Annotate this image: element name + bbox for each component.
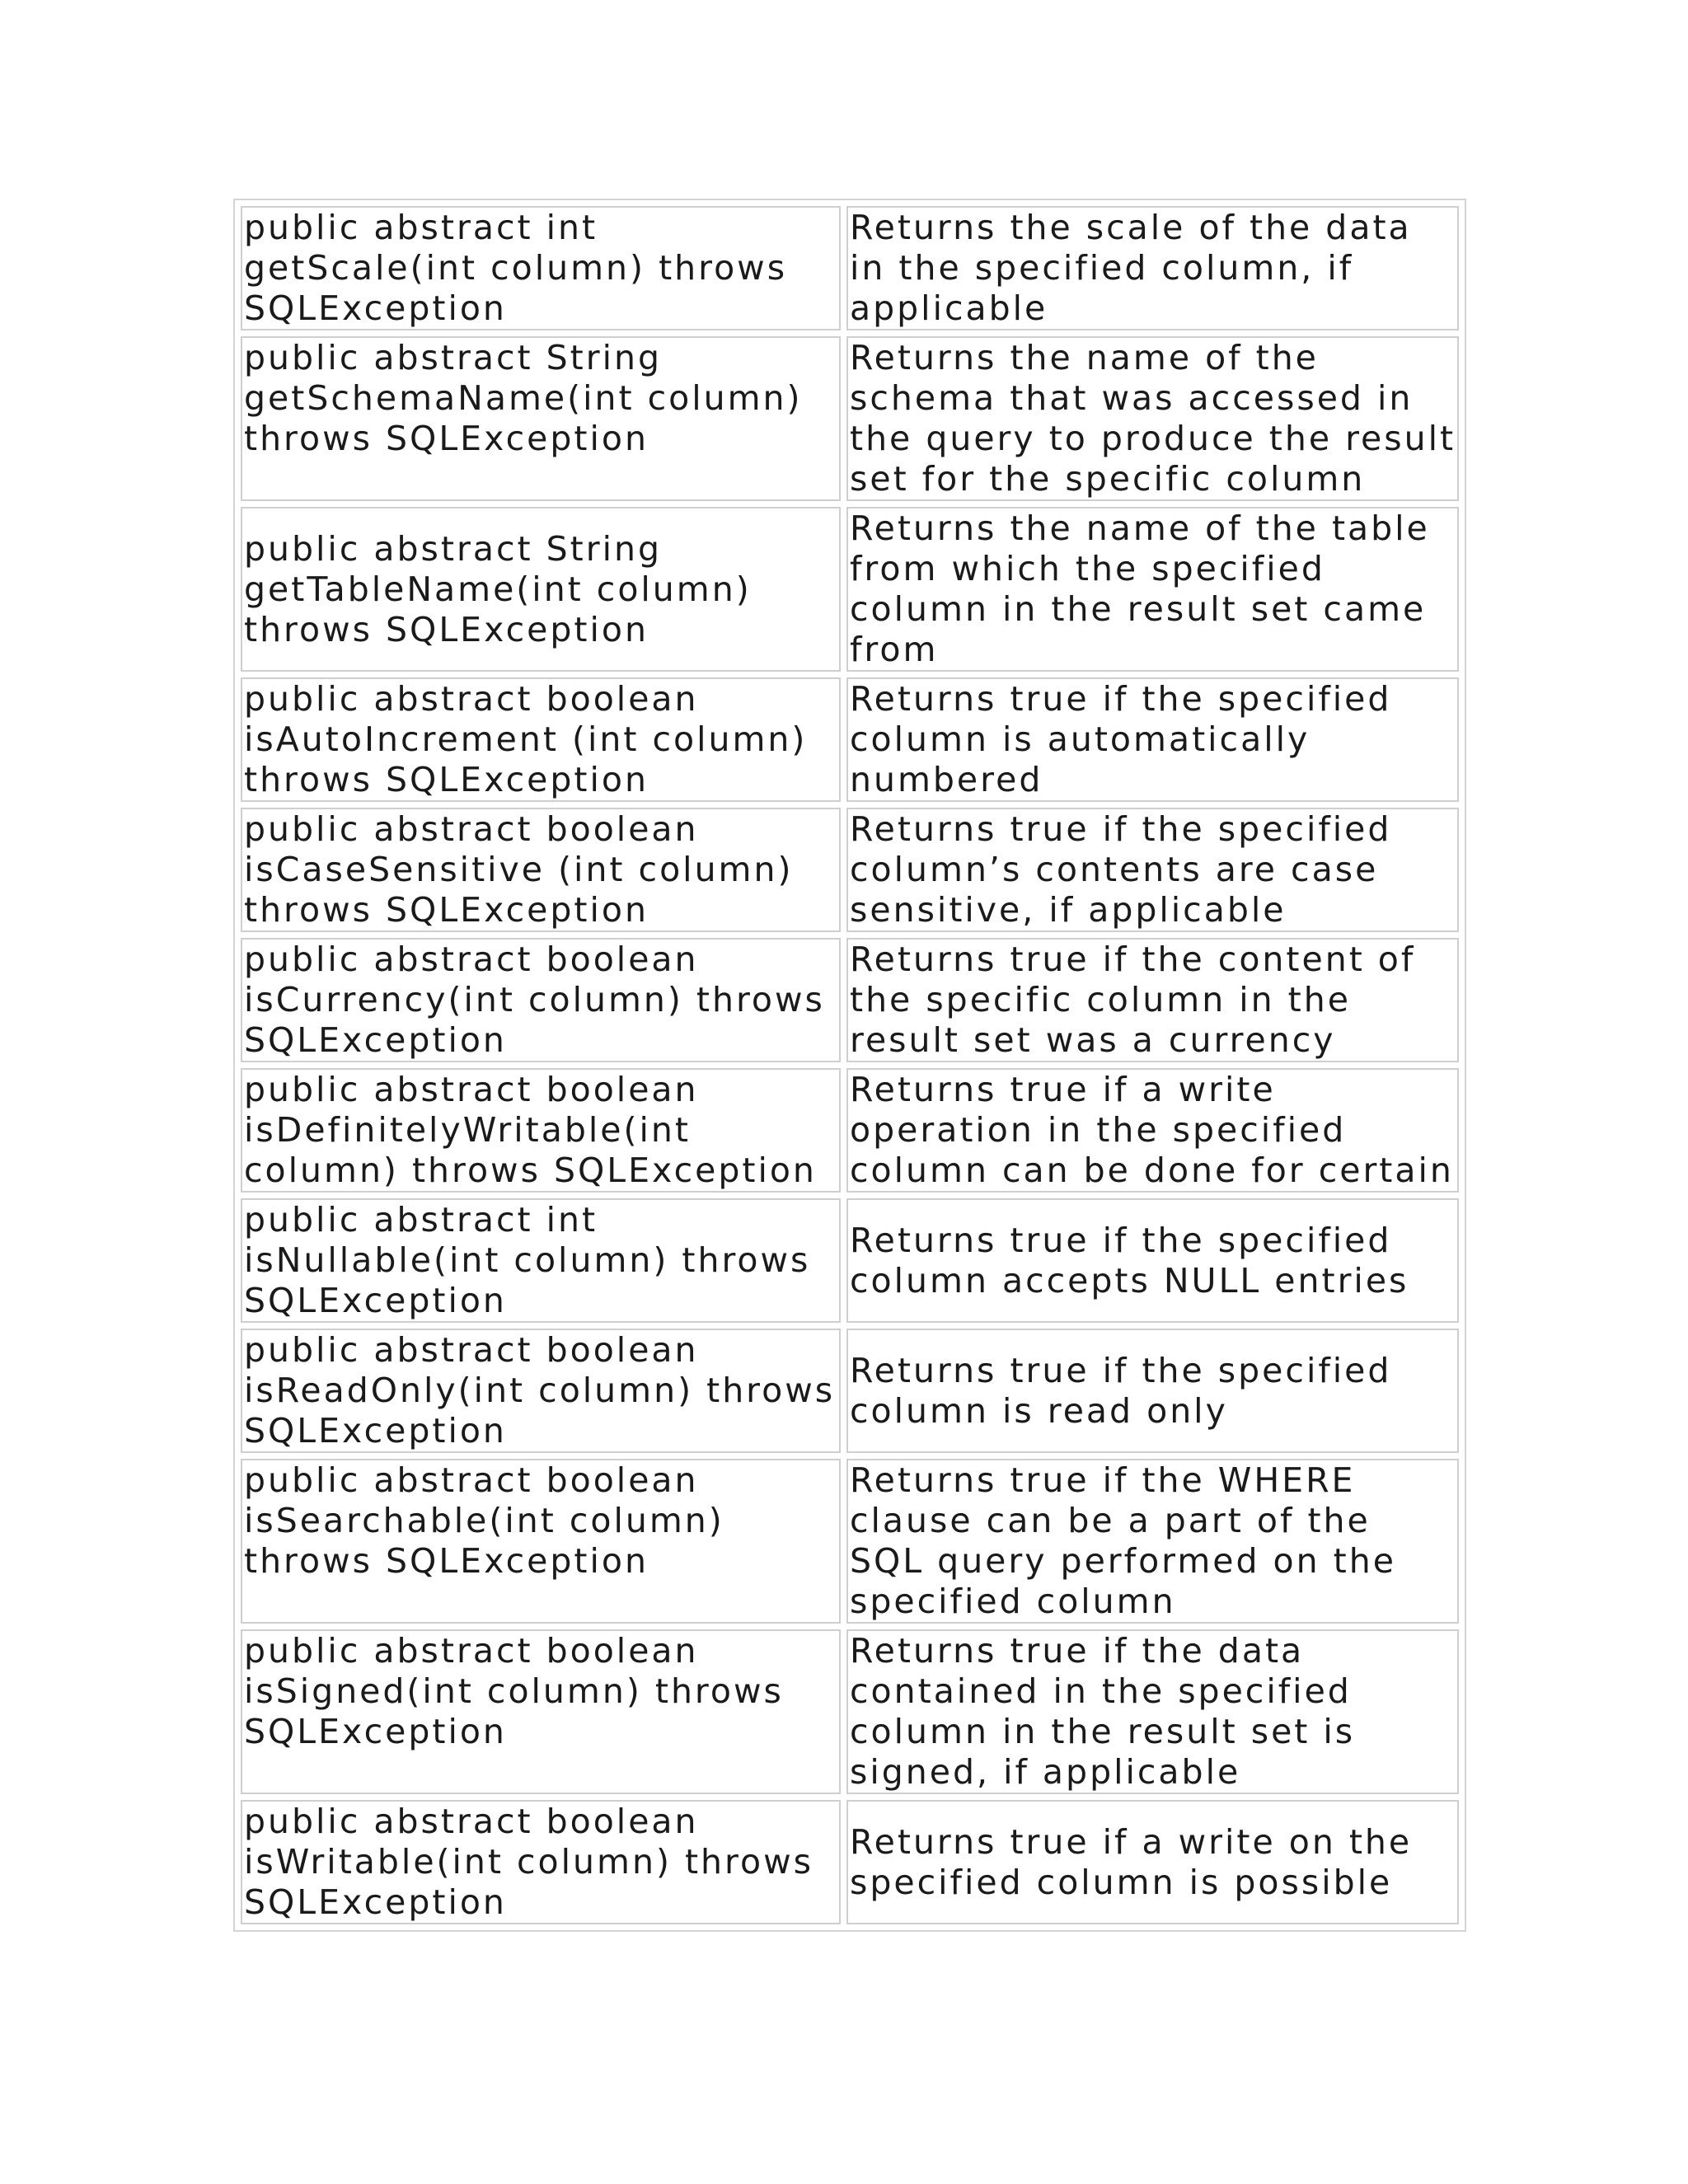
table-row bbox=[241, 1068, 1459, 1193]
method-description: Returns true if the specified column’s contents are case sensitive, if applicable bbox=[846, 808, 1459, 932]
method-description: Returns true if a write operation in the specified column can be done for certain bbox=[846, 1068, 1459, 1193]
table-row bbox=[241, 1198, 1459, 1323]
method-description: Returns true if the specified column is automatically numbered bbox=[846, 677, 1459, 802]
table-row bbox=[241, 938, 1459, 1062]
method-description: Returns true if the data contained in the specified column in the result set is signed, if applicable bbox=[846, 1629, 1459, 1794]
method-signature: public abstract boolean isSigned(int column) throws SQLException bbox=[241, 1629, 841, 1794]
table-row bbox=[241, 336, 1459, 501]
table-row bbox=[241, 1629, 1459, 1794]
table-row bbox=[241, 206, 1459, 330]
table-row bbox=[241, 808, 1459, 932]
table-row bbox=[241, 1459, 1459, 1624]
method-signature: public abstract boolean isSearchable(int column) throws SQLException bbox=[241, 1459, 841, 1624]
method-description: Returns true if the specified column is read only bbox=[846, 1329, 1459, 1453]
method-description: Returns true if the WHERE clause can be a part of the SQL query performed on the specified column bbox=[846, 1459, 1459, 1624]
method-signature: public abstract int getScale(int column) throws SQLException bbox=[241, 206, 841, 330]
table-row bbox=[241, 677, 1459, 802]
table-row bbox=[241, 1329, 1459, 1453]
method-signature: public abstract boolean isAutoIncrement (int column) throws SQLException bbox=[241, 677, 841, 802]
method-signature: public abstract int isNullable(int column) throws SQLException bbox=[241, 1198, 841, 1323]
method-signature: public abstract boolean isCaseSensitive (int column) throws SQLException bbox=[241, 808, 841, 932]
method-description: Returns true if the content of the specific column in the result set was a currency bbox=[846, 938, 1459, 1062]
method-signature: public abstract String getSchemaName(int column) throws SQLException bbox=[241, 336, 841, 501]
method-description: Returns true if the specified column accepts NULL entries bbox=[846, 1198, 1459, 1323]
method-signature: public abstract String getTableName(int column) throws SQLException bbox=[241, 507, 841, 672]
method-description: Returns the scale of the data in the specified column, if applicable bbox=[846, 206, 1459, 330]
method-description: Returns the name of the schema that was accessed in the query to produce the result set for the specific column bbox=[846, 336, 1459, 501]
method-signature: public abstract boolean isCurrency(int column) throws SQLException bbox=[241, 938, 841, 1062]
method-description: Returns true if a write on the specified column is possible bbox=[846, 1800, 1459, 1924]
method-signature: public abstract boolean isDefinitelyWritable(int column) throws SQLException bbox=[241, 1068, 841, 1193]
table-row bbox=[241, 507, 1459, 672]
method-description: Returns the name of the table from which the specified column in the result set came from bbox=[846, 507, 1459, 672]
table-row bbox=[241, 1800, 1459, 1924]
method-table bbox=[233, 199, 1466, 1932]
method-signature: public abstract boolean isReadOnly(int column) throws SQLException bbox=[241, 1329, 841, 1453]
method-signature: public abstract boolean isWritable(int column) throws SQLException bbox=[241, 1800, 841, 1924]
